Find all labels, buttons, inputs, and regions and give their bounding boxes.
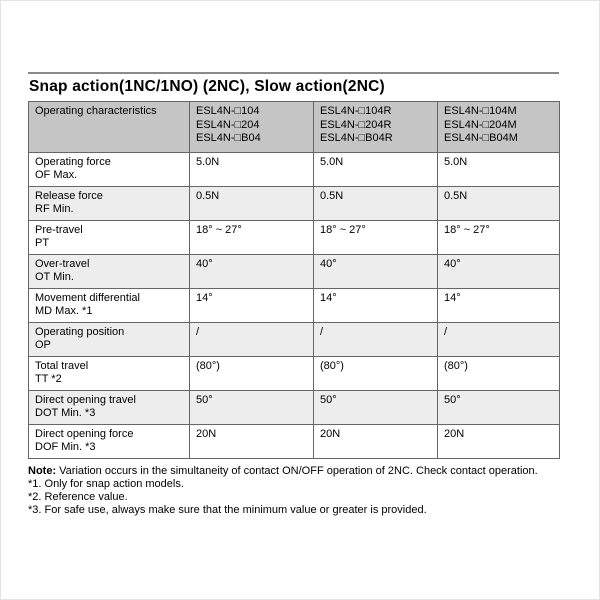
model-line: ESL4N-□204M xyxy=(444,118,517,131)
table-row xyxy=(29,425,560,459)
spec-cell: (80°) xyxy=(190,357,314,391)
spec-table xyxy=(28,101,560,459)
row-abbr: DOT Min. *3 xyxy=(35,407,96,419)
spec-cell: / xyxy=(438,323,560,357)
spec-cell: 40° xyxy=(314,255,438,289)
spec-cell: 40° xyxy=(190,255,314,289)
model-line: ESL4N-□104 xyxy=(196,105,260,117)
table-row xyxy=(29,323,560,357)
row-label-cell xyxy=(29,357,190,391)
table-row xyxy=(29,255,560,289)
row-label-cell xyxy=(29,425,190,459)
spec-cell: (80°) xyxy=(438,357,560,391)
table-row xyxy=(29,391,560,425)
model-line: ESL4N-□104M xyxy=(444,105,517,117)
spec-cell: / xyxy=(314,323,438,357)
row-abbr: RF Min. xyxy=(35,203,74,215)
table-row xyxy=(29,357,560,391)
model-column-header xyxy=(438,102,560,153)
row-name: Operating force xyxy=(35,156,111,168)
row-name: Over-travel xyxy=(35,258,90,270)
footnote-3: *3. For safe use, always make sure that the minimum value or greater is provided. xyxy=(28,503,427,516)
model-line: ESL4N-□B04M xyxy=(444,132,518,144)
spec-cell: 5.0N xyxy=(438,153,560,187)
spec-cell: 20N xyxy=(314,425,438,459)
row-label-cell xyxy=(29,153,190,187)
row-abbr: TT *2 xyxy=(35,373,62,385)
row-name: Movement differential xyxy=(35,292,140,304)
spec-cell: 18° ~ 27° xyxy=(190,221,314,255)
row-label-cell xyxy=(29,221,190,255)
row-name: Total travel xyxy=(35,360,89,372)
spec-cell: (80°) xyxy=(314,357,438,391)
row-name: Release force xyxy=(35,190,103,202)
spec-cell: 0.5N xyxy=(314,187,438,221)
spec-cell: 14° xyxy=(314,289,438,323)
note-text: Variation occurs in the simultaneity of contact ON/OFF operation of 2NC. Check contact operation. xyxy=(56,465,538,477)
row-abbr: OF Max. xyxy=(35,169,78,181)
row-abbr: MD Max. *1 xyxy=(35,305,93,317)
note-line xyxy=(28,465,559,477)
row-abbr: DOF Min. *3 xyxy=(35,441,96,453)
row-label-cell xyxy=(29,391,190,425)
table-row xyxy=(29,221,560,255)
spec-cell: 0.5N xyxy=(190,187,314,221)
datasheet-section xyxy=(28,72,559,517)
spec-cell: 18° ~ 27° xyxy=(314,221,438,255)
row-name: Direct opening force xyxy=(35,428,134,440)
spec-cell: / xyxy=(190,323,314,357)
model-line: ESL4N-□B04 xyxy=(196,132,261,144)
spec-cell: 18° ~ 27° xyxy=(438,221,560,255)
model-line: ESL4N-□B04R xyxy=(320,132,393,144)
footnote-1: *1. Only for snap action models. xyxy=(28,477,184,490)
model-column-header xyxy=(314,102,438,153)
page-title: Snap action(1NC/1NO) (2NC), Slow action(2NC) xyxy=(29,78,385,95)
spec-cell: 50° xyxy=(190,391,314,425)
row-abbr: PT xyxy=(35,237,50,249)
row-label-cell xyxy=(29,187,190,221)
spec-cell: 5.0N xyxy=(314,153,438,187)
spec-cell: 14° xyxy=(438,289,560,323)
row-label-cell xyxy=(29,289,190,323)
header-row xyxy=(29,102,560,153)
row-label-cell xyxy=(29,255,190,289)
title-rule xyxy=(28,72,559,74)
model-line: ESL4N-□204 xyxy=(196,118,260,131)
spec-cell: 14° xyxy=(190,289,314,323)
spec-cell: 50° xyxy=(314,391,438,425)
note-label: Note: xyxy=(28,465,57,477)
header-label-cell: Operating characteristics xyxy=(29,102,190,153)
model-line: ESL4N-□104R xyxy=(320,105,392,117)
row-name: Direct opening travel xyxy=(35,394,136,406)
spec-cell: 20N xyxy=(438,425,560,459)
model-column-header xyxy=(190,102,314,153)
row-label-cell xyxy=(29,323,190,357)
footnotes xyxy=(28,465,559,516)
table-row xyxy=(29,289,560,323)
spec-cell: 50° xyxy=(438,391,560,425)
spec-cell: 0.5N xyxy=(438,187,560,221)
row-name: Pre-travel xyxy=(35,224,83,236)
table-row xyxy=(29,187,560,221)
row-abbr: OT Min. xyxy=(35,271,74,283)
table-row xyxy=(29,153,560,187)
spec-cell: 40° xyxy=(438,255,560,289)
row-abbr: OP xyxy=(35,339,51,351)
footnote-2: *2. Reference value. xyxy=(28,490,128,503)
spec-cell: 20N xyxy=(190,425,314,459)
spec-cell: 5.0N xyxy=(190,153,314,187)
model-line: ESL4N-□204R xyxy=(320,118,392,131)
row-name: Operating position xyxy=(35,326,125,338)
